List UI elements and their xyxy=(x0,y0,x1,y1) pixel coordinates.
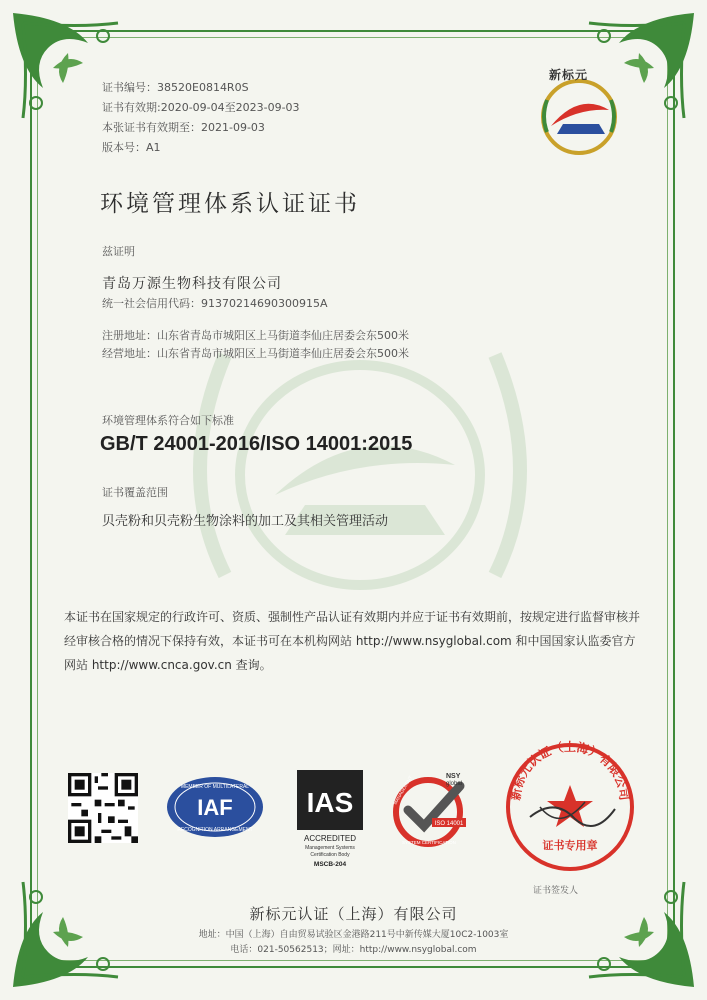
version-number: 版本号：A1 xyxy=(102,141,161,154)
issuer-name: 新标元认证（上海）有限公司 xyxy=(249,905,458,923)
ias-code-text: MSCB-204 xyxy=(313,861,347,868)
issuer-contact: 电话：021-50562513；网址：http://www.nsyglobal.com xyxy=(230,945,477,955)
nsy-top-text: NSY xyxy=(446,773,461,780)
scope-label: 证书覆盖范围 xyxy=(102,486,168,499)
company-name: 青岛万源生物科技有限公司 xyxy=(102,276,282,292)
nsy-arc-right-text: SYSTEM CERTIFICATION xyxy=(402,840,456,845)
brand-logo-text: 新标元 xyxy=(549,68,589,82)
nsy-iso14001-logo xyxy=(388,768,488,848)
signer-label: 证书签发人 xyxy=(533,886,579,896)
credit-code: 统一社会信用代码：91370214690300915A xyxy=(102,297,328,310)
nsy-iso-text: ISO 14001 xyxy=(434,821,464,827)
company-seal xyxy=(500,737,640,877)
certificate-notice: 本证书在国家规定的行政许可、资质、强制性产品认证有效期内并应于证书有效期前，按规定进行监督审核并经审核合格的情况下保持有效，本证书可在本机构网站 http://www.nsyglobal.com 和中国国家认监委官方网站 http://www.cnca.gov.cn 查询。 xyxy=(64,610,641,672)
ias-main-text: IAS xyxy=(306,787,354,818)
issuer-address: 地址：中国（上海）自由贸易试验区金港路211号中新传媒大厦10C2-1003室 xyxy=(198,930,509,940)
qr-code[interactable] xyxy=(68,773,138,843)
certify-intro: 兹证明 xyxy=(102,245,135,258)
ias-line2-text: Management Systems xyxy=(305,845,355,851)
iaf-main-text: IAF xyxy=(197,795,233,820)
nsy-global-text: global xyxy=(446,781,463,787)
standard-intro: 环境管理体系符合如下标准 xyxy=(102,414,234,427)
seal-arc-text: 新标元认证（上海）有限公司 xyxy=(508,740,632,802)
this-certificate-validity: 本张证书有效期至：2021-09-03 xyxy=(102,121,265,134)
certificate-meta xyxy=(102,78,300,158)
registered-address: 注册地址：山东省青岛市城阳区上马街道李仙庄居委会东500米 xyxy=(102,329,409,342)
business-address: 经营地址：山东省青岛市城阳区上马街道李仙庄居委会东500米 xyxy=(102,347,409,360)
standard-code: GB/T 24001-2016/ISO 14001:2015 xyxy=(100,433,413,455)
ias-accredited-text: ACCREDITED xyxy=(303,834,357,843)
certificate-number: 证书编号：38520E0814R0S xyxy=(102,81,249,94)
certificate-validity: 证书有效期:2020-09-04至2023-09-03 xyxy=(102,101,300,114)
nsy-arc-left-text: MANAGEMENT xyxy=(392,774,413,806)
certificate-scope: 贝壳粉和贝壳粉生物涂料的加工及其相关管理活动 xyxy=(102,514,389,529)
iaf-logo xyxy=(165,775,265,840)
certificate-title: 环境管理体系认证证书 xyxy=(100,191,360,217)
iaf-bottom-text: RECOGNITION ARRANGEMENT xyxy=(177,827,253,833)
iaf-top-text: MEMBER OF MULTILATERAL xyxy=(180,784,250,790)
seal-bottom-text: 证书专用章 xyxy=(542,839,598,852)
ias-accreditation-logo xyxy=(295,768,365,873)
ias-line3-text: Certification Body xyxy=(310,852,350,858)
